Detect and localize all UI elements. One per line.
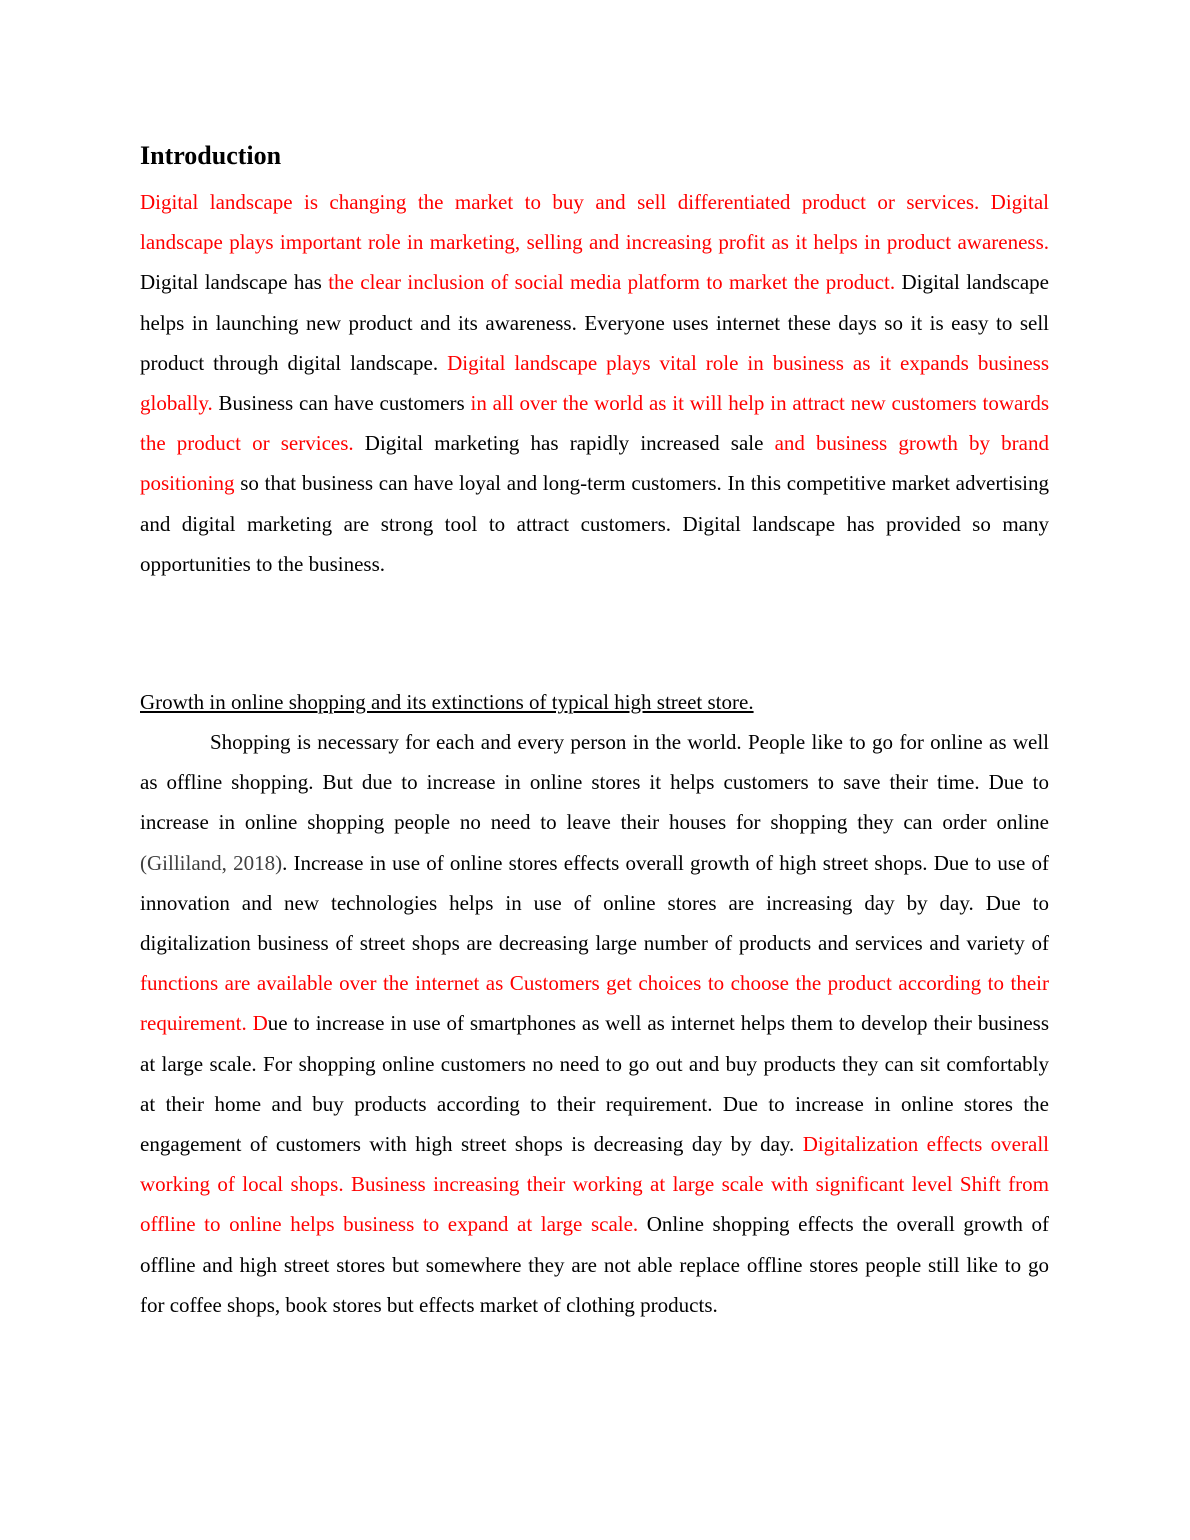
text-segment: Digital landscape has bbox=[140, 270, 329, 295]
text-segment: Online shopping effects the overall growth of offline and high street stores but somewhere they are not able replace offline stores people still like to go for coffee shops, book stores but effects market of clothing products. bbox=[140, 1212, 1049, 1317]
growth-heading: Growth in online shopping and its extinctions of typical high street store. bbox=[140, 690, 754, 715]
text-segment: in all over the world as it will help in attract new customers towards the product or services. bbox=[140, 391, 1049, 456]
citation: (Gilliland, 2018) bbox=[140, 850, 283, 875]
text-segment: . Increase in use of online stores effects overall growth of high street shops. Due to use of innovation and new technologies helps in use of online stores are increasing day by day. Due to digitalization business of street shops are decreasing large number of products and services and variety of bbox=[140, 850, 1050, 956]
text-segment: Digital landscape is changing the market to buy and sell differentiated product or services. Digital landscape plays important role in marketing, selling and increasing profit as it helps in product awareness. bbox=[140, 190, 1049, 255]
text-segment: functions are available over the internet as Customers get choices to choose the product according to their requirement. D bbox=[140, 971, 1049, 1036]
text-segment: ue to increase in use of smartphones as well as internet helps them to develop their business at large scale. For shopping online customers no need to go out and buy products they can sit comfortably at their home and buy products according to their requirement. Due to increase in online stores the engagement of customers with high street shops is decreasing day by day. bbox=[140, 1011, 1049, 1157]
intro-paragraph bbox=[140, 182, 1049, 584]
text-segment: Digital landscape plays vital role in business as it expands business globally. bbox=[140, 350, 1049, 416]
text-segment: and business growth by brand positioning bbox=[140, 431, 1049, 496]
text-segment: Digitalization effects overall working of local shops. Business increasing their working at large scale with significant level Shift from offline to online helps business to expand at large scale. bbox=[140, 1132, 1049, 1237]
text-segment: Digital marketing has rapidly increased sale bbox=[353, 431, 775, 456]
text-segment: Digital landscape helps in launching new product and its awareness. Everyone uses internet these days so it is easy to sell product through digital landscape. bbox=[140, 270, 1049, 375]
text-segment: the clear inclusion of social media platform to market the product. bbox=[328, 270, 896, 295]
text-segment: Shopping is necessary for each and every person in the world. People like to go for online as well as offline shopping. But due to increase in online stores it helps customers to save their time. Due to increase in online shopping people no need to leave their houses for shopping they can order online bbox=[140, 730, 1049, 835]
text-segment: Business can have customers bbox=[212, 391, 471, 416]
document-page bbox=[140, 138, 1049, 1325]
growth-paragraph bbox=[140, 722, 1049, 1325]
intro-heading: Introduction bbox=[140, 141, 282, 170]
text-segment: so that business can have loyal and long-term customers. In this competitive market advertising and digital marketing are strong tool to attract customers. Digital landscape has provided so many opportunities to the business. bbox=[140, 471, 1049, 576]
